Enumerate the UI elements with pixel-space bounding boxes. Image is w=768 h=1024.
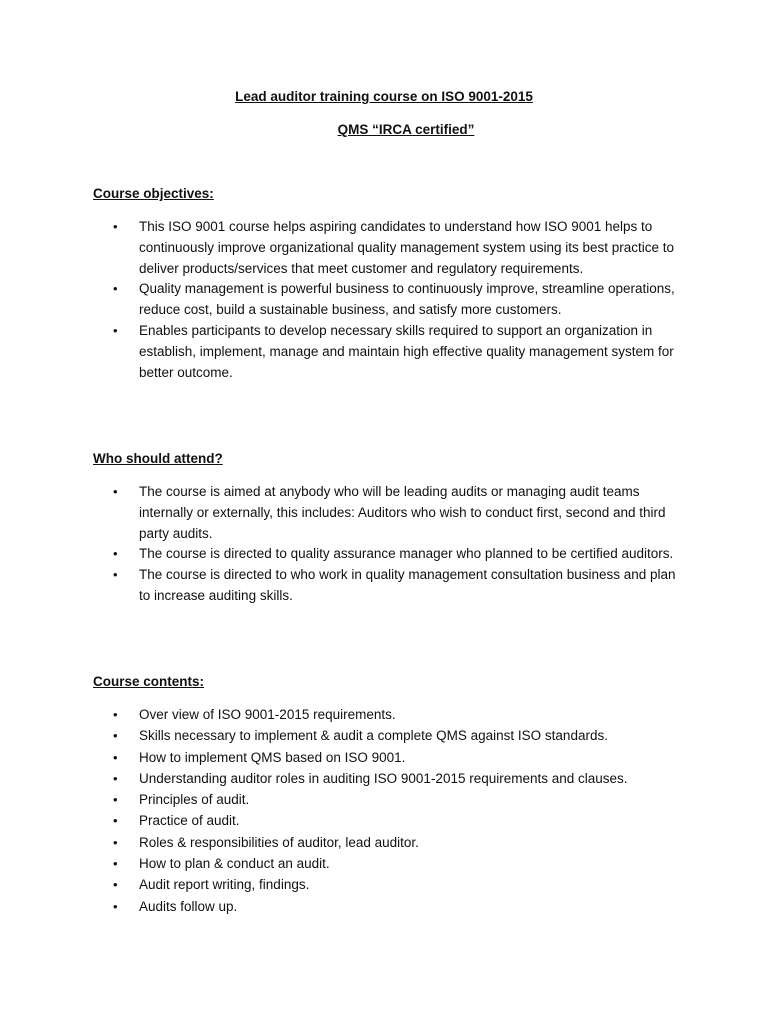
bullet-icon: • <box>113 567 118 583</box>
contents-list <box>93 704 683 917</box>
list-item <box>93 279 683 321</box>
list-item-text: Audit report writing, findings. <box>139 877 310 893</box>
list-item <box>93 832 683 853</box>
bullet-icon: • <box>113 770 118 786</box>
list-item-text: Audits follow up. <box>139 898 238 914</box>
attend-list <box>93 482 683 607</box>
list-item-text: Quality management is powerful business to continuously improve, streamline operations, reduce cost, build a sustainable business, and satisfy more customers. <box>139 281 675 318</box>
list-item <box>93 810 683 831</box>
list-item <box>93 482 683 544</box>
list-item-text: How to plan & conduct an audit. <box>139 856 330 872</box>
list-item-text: Enables participants to develop necessary skills required to support an organization in establish, implement, manage and maintain high effective quality management system for better outcome. <box>139 322 674 380</box>
document-title: Lead auditor training course on ISO 9001-2015 <box>235 89 533 104</box>
section-heading-attend: Who should attend? <box>93 451 223 466</box>
list-item-text: Practice of audit. <box>139 813 240 829</box>
list-item-text: The course is aimed at anybody who will be leading audits or managing audit teams internally or externally, this includes: Auditors who wish to conduct first, second and third party audits. <box>139 484 666 541</box>
list-item <box>93 768 683 789</box>
list-item <box>93 217 683 279</box>
document-subtitle: QMS “IRCA certified” <box>337 122 475 137</box>
bullet-icon: • <box>113 484 118 499</box>
bullet-icon: • <box>113 546 118 562</box>
list-item-text: This ISO 9001 course helps aspiring candidates to understand how ISO 9001 helps to continuously improve organizational quality management system using its best practice to deliver products/services that meet customer and regulatory requirements. <box>139 219 675 276</box>
list-item <box>93 321 683 383</box>
list-item-text: Roles & responsibilities of auditor, lead auditor. <box>139 834 419 850</box>
bullet-icon: • <box>113 856 118 872</box>
list-item-text: The course is directed to quality assurance manager who planned to be certified auditors. <box>139 546 674 562</box>
section-heading-contents: Course contents: <box>93 674 205 689</box>
bullet-icon: • <box>113 877 118 893</box>
list-item <box>93 544 683 565</box>
bullet-icon: • <box>113 813 118 829</box>
list-item <box>93 896 683 917</box>
list-item-text: The course is directed to who work in quality management consultation business and plan to increase auditing skills. <box>139 567 676 603</box>
list-item <box>93 747 683 768</box>
bullet-icon: • <box>113 898 118 914</box>
section-heading-objectives: Course objectives: <box>93 186 214 201</box>
list-item <box>93 874 683 895</box>
list-item-text: Understanding auditor roles in auditing ISO 9001-2015 requirements and clauses. <box>139 770 628 786</box>
list-item-text: Skills necessary to implement & audit a complete QMS against ISO standards. <box>139 728 608 744</box>
bullet-icon: • <box>113 728 118 744</box>
list-item-text: Over view of ISO 9001-2015 requirements. <box>139 707 396 722</box>
list-item-text: Principles of audit. <box>139 792 250 808</box>
bullet-icon: • <box>113 219 118 234</box>
list-item <box>93 704 683 725</box>
bullet-icon: • <box>113 834 118 850</box>
list-item <box>93 565 683 607</box>
bullet-icon: • <box>113 281 118 297</box>
bullet-icon: • <box>113 792 118 808</box>
bullet-icon: • <box>113 749 118 765</box>
list-item-text: How to implement QMS based on ISO 9001. <box>139 749 406 765</box>
list-item <box>93 853 683 874</box>
objectives-list <box>93 217 683 383</box>
list-item <box>93 789 683 810</box>
bullet-icon: • <box>113 322 118 338</box>
bullet-icon: • <box>113 707 118 722</box>
list-item <box>93 725 683 746</box>
